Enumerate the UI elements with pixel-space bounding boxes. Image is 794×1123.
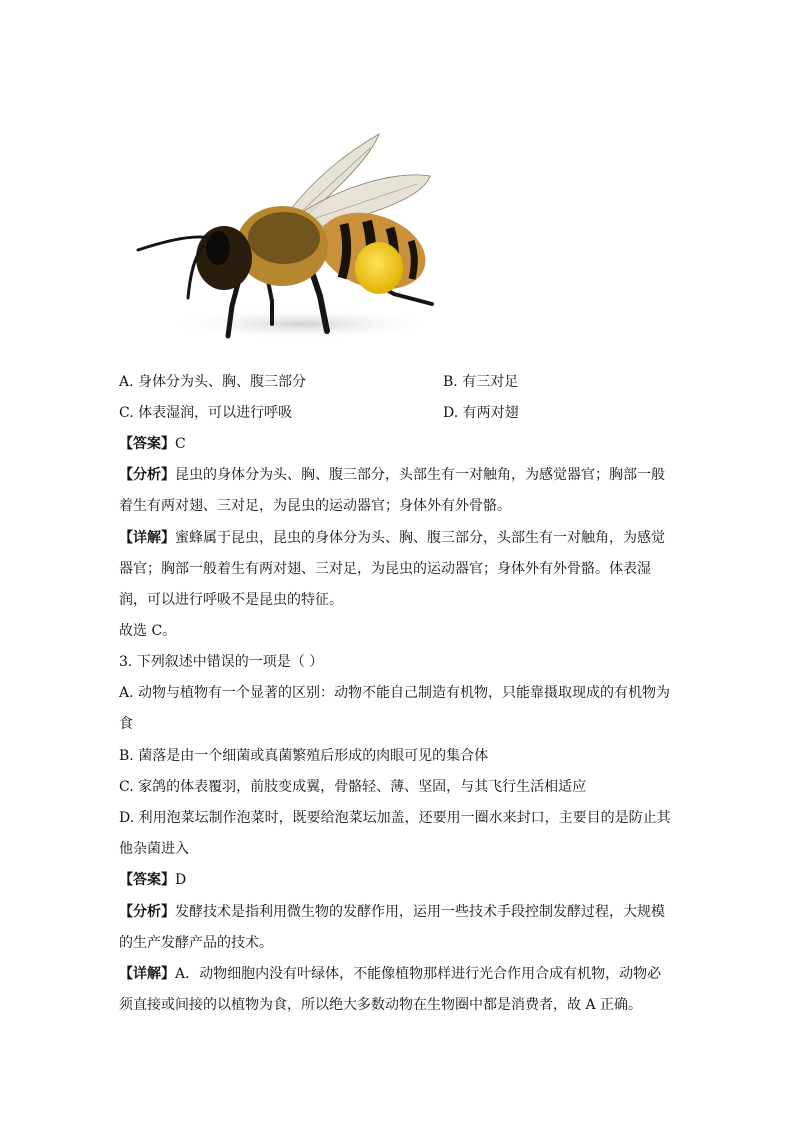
q3-option-c: C. 家鸽的体表覆羽，前肢变成翼，骨骼轻、薄、坚固，与其飞行生活相适应 <box>119 779 587 795</box>
detail-q2-line-2: 器官；胸部一般着生有两对翅、三对足，为昆虫的运动器官；身体外有外骨骼。体表湿 <box>119 561 651 577</box>
detail-q3-line-1 <box>119 964 661 984</box>
analysis-tag: 【分析】 <box>119 904 175 920</box>
detail-text: 蜜蜂属于昆虫，昆虫的身体分为头、胸、腹三部分，头部生有一对触角，为感觉 <box>175 530 665 546</box>
option-d: D. 有两对翅 <box>443 405 519 421</box>
honeybee-image <box>132 126 442 348</box>
bee-eye <box>206 231 230 265</box>
answer-tag: 【答案】 <box>119 436 175 452</box>
analysis-q2-line-1 <box>119 465 665 485</box>
detail-tag: 【详解】 <box>119 530 175 546</box>
analysis-tag: 【分析】 <box>119 467 175 483</box>
question-3-stem: 3. 下列叙述中错误的一项是（ ） <box>119 654 324 670</box>
answer-q3 <box>119 870 186 890</box>
q3-option-d-line-2: 他杂菌进入 <box>119 841 189 857</box>
bee-shadow <box>167 308 437 340</box>
answer-tag: 【答案】 <box>119 872 175 888</box>
detail-tag: 【详解】 <box>119 966 175 982</box>
bee-pollen-basket <box>355 242 403 294</box>
detail-q2-line-3: 润，可以进行呼吸不是昆虫的特征。 <box>119 592 343 608</box>
answer-q2 <box>119 434 186 454</box>
option-c: C. 体表湿润，可以进行呼吸 <box>119 405 293 421</box>
analysis-text: 昆虫的身体分为头、胸、腹三部分，头部生有一对触角，为感觉器官；胸部一般 <box>175 467 665 483</box>
analysis-q3-line-2: 的生产发酵产品的技术。 <box>119 935 273 951</box>
q3-option-a-line-2: 食 <box>119 716 133 732</box>
detail-q3-line-2: 须直接或间接的以植物为食，所以绝大多数动物在生物圈中都是消费者，故 A 正确。 <box>119 997 643 1013</box>
option-a: A. 身体分为头、胸、腹三部分 <box>119 374 307 390</box>
option-b: B. 有三对足 <box>443 374 519 390</box>
answer-value: D <box>175 872 187 888</box>
detail-text: A．动物细胞内没有叶绿体，不能像植物那样进行光合作用合成有机物，动物必 <box>175 966 662 982</box>
analysis-q2-line-2: 着生有两对翅、三对足，为昆虫的运动器官；身体外有外骨骼。 <box>119 498 511 514</box>
answer-value: C <box>175 436 186 452</box>
q3-option-b: B. 菌落是由一个细菌或真菌繁殖后形成的肉眼可见的集合体 <box>119 748 489 764</box>
q3-option-a-line-1: A. 动物与植物有一个显著的区别：动物不能自己制造有机物，只能靠摄取现成的有机物为 <box>119 685 671 701</box>
analysis-text: 发酵技术是指利用微生物的发酵作用，运用一些技术手段控制发酵过程，大规模 <box>175 904 665 920</box>
analysis-q3-line-1 <box>119 902 665 922</box>
detail-q2-line-1 <box>119 528 665 548</box>
q3-option-d-line-1: D. 利用泡菜坛制作泡菜时，既要给泡菜坛加盖，还要用一圈水来封口，主要目的是防止其 <box>119 810 671 826</box>
detail-q2-conclusion: 故选 C。 <box>119 623 177 639</box>
